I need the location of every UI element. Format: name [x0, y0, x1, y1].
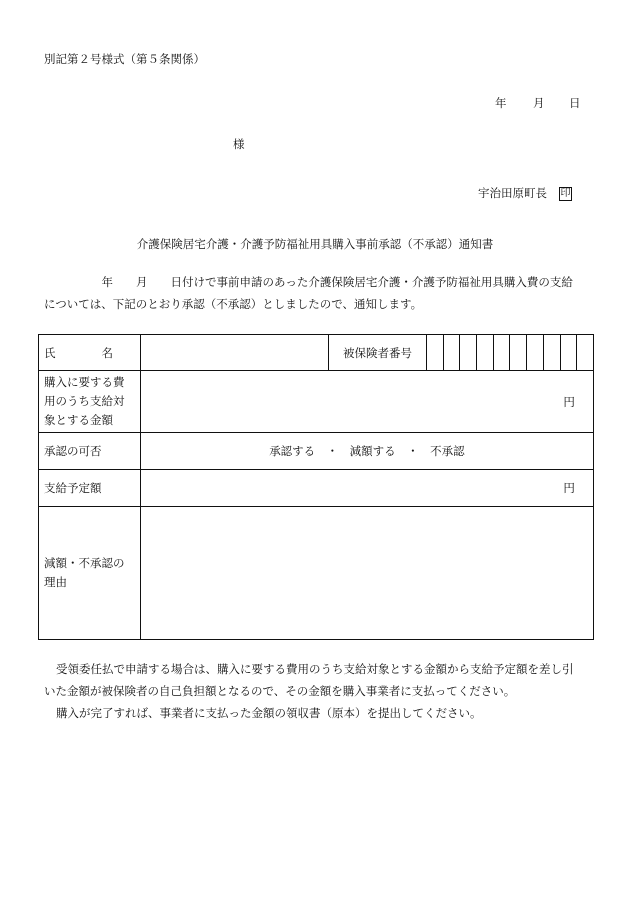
- approval-options[interactable]: 承認する ・ 減額する ・ 不承認: [141, 433, 594, 470]
- insured-digit-5[interactable]: [493, 335, 510, 371]
- name-row: [39, 335, 594, 371]
- insured-digit-7[interactable]: [527, 335, 544, 371]
- date-year: 年: [495, 96, 507, 110]
- seal-mark: 印: [560, 188, 571, 199]
- intro-paragraph: 年 月 日付けで事前申請のあった介護保険居宅介護・介護予防福祉用具購入費の支給については、下記のとおり承認（不承認）としましたので、通知します。: [44, 275, 573, 311]
- reason-label: 減額・不承認の理由: [39, 507, 141, 640]
- cost-row: [39, 371, 594, 433]
- addressee-suffix: 様: [233, 137, 245, 151]
- insured-digit-8[interactable]: [543, 335, 560, 371]
- document-title: 介護保険居宅介護・介護予防福祉用具購入事前承認（不承認）通知書: [136, 237, 494, 251]
- scheduled-amount-row: [39, 470, 594, 507]
- insured-digit-10[interactable]: [577, 335, 594, 371]
- approval-row: [39, 433, 594, 470]
- insured-digit-9[interactable]: [560, 335, 577, 371]
- date-day: 日: [569, 96, 581, 110]
- date-month: 月: [533, 96, 545, 110]
- insured-number-label: 被保険者番号: [329, 335, 427, 371]
- name-label: 氏 名: [39, 335, 141, 371]
- note-1: 受領委任払で申請する場合は、購入に要する費用のうち支給対象とする金額から支給予定額を差し引いた金額が被保険者の自己負担額となるので、その金額を購入事業者に支払ってください。: [44, 662, 574, 698]
- insured-digit-2[interactable]: [443, 335, 460, 371]
- scheduled-amount-label: 支給予定額: [39, 470, 141, 507]
- notes: [44, 658, 584, 724]
- notification-form-table: [38, 334, 594, 640]
- sender: [478, 185, 572, 201]
- cost-yen[interactable]: 円: [141, 371, 594, 433]
- reason-row: [39, 507, 594, 640]
- note-2: 購入が完了すれば、事業者に支払った金額の領収書（原本）を提出してください。: [56, 706, 482, 720]
- sender-name: 宇治田原町長: [478, 186, 547, 200]
- form-number: 別記第２号様式（第５条関係）: [44, 52, 205, 66]
- scheduled-amount-yen[interactable]: 円: [141, 470, 594, 507]
- approval-label: 承認の可否: [39, 433, 141, 470]
- insured-digit-6[interactable]: [510, 335, 527, 371]
- cost-label: 購入に要する費用のうち支給対象とする金額: [39, 371, 141, 433]
- name-value-cell[interactable]: [141, 335, 329, 371]
- reason-value-cell[interactable]: [141, 507, 594, 640]
- date-line: [495, 95, 581, 111]
- insured-digit-1[interactable]: [427, 335, 444, 371]
- insured-digit-4[interactable]: [477, 335, 494, 371]
- insured-digit-3[interactable]: [460, 335, 477, 371]
